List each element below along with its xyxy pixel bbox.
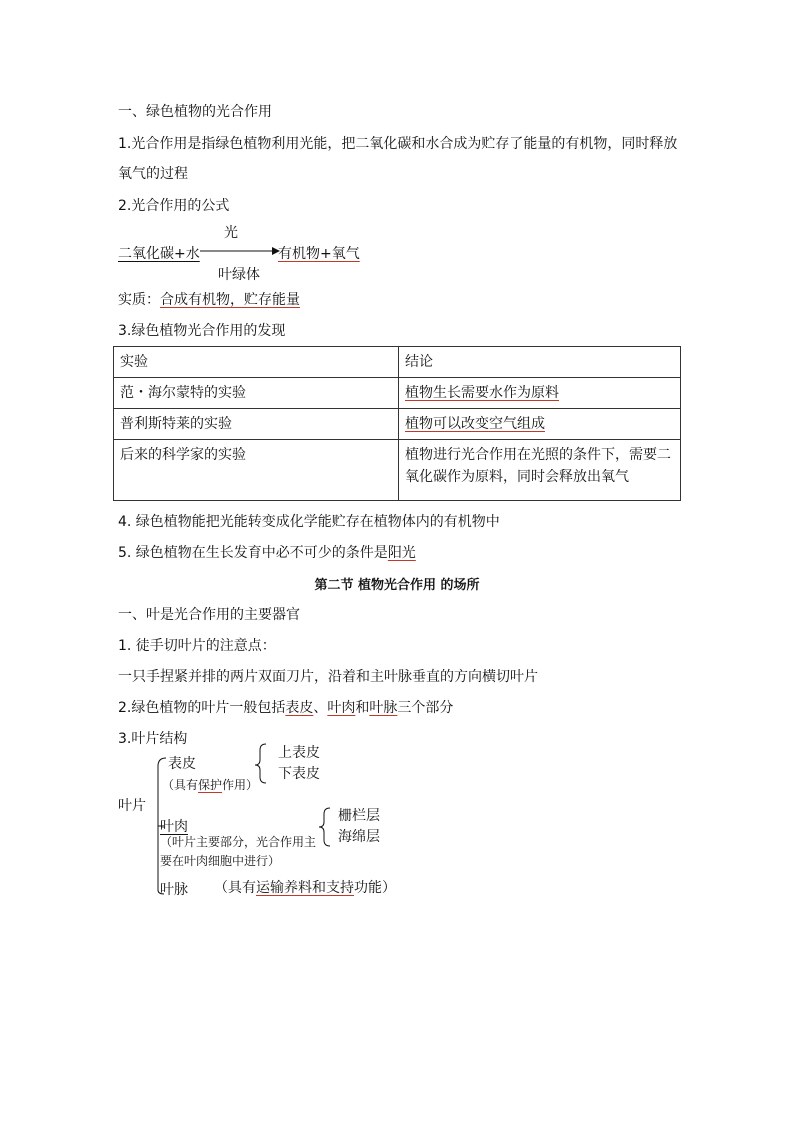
section2-p1-title: 1. 徒手切叶片的注意点： xyxy=(118,638,276,654)
table-cell: 植物进行光合作用在光照的条件下，需要二氧化碳作为原料，同时会释放出氧气 xyxy=(399,440,681,501)
formula-condition-below: 叶绿体 xyxy=(218,267,260,283)
formula-reactants: 二氧化碳+水 xyxy=(118,246,200,262)
tree-vein: 叶脉 xyxy=(160,882,188,898)
tree-spongy: 海绵层 xyxy=(338,829,380,845)
note-text: （具有 xyxy=(162,778,199,792)
tree-epidermis-note xyxy=(162,775,258,795)
paragraph-5-key: 阳光 xyxy=(387,545,416,561)
note-keyword: 保护 xyxy=(198,778,223,792)
table-cell: 后来的科学家的实验 xyxy=(114,440,399,501)
tree-mesophyll: 叶肉 xyxy=(160,819,188,835)
section2-p1-body: 一只手捏紧并排的两片双面刀片，沿着和主叶脉垂直的方向横切叶片 xyxy=(118,669,538,685)
p2-keyword: 叶肉 xyxy=(327,700,356,716)
note-text: 功能） xyxy=(354,880,396,896)
conclusion-text: 植物可以改变空气组成 xyxy=(405,416,545,432)
p2-text: 三个部分 xyxy=(397,700,454,716)
table-header-cell: 结论 xyxy=(399,347,681,378)
paragraph-2-title: 2.光合作用的公式 xyxy=(118,198,230,214)
p2-keyword: 表皮 xyxy=(285,700,314,716)
note-keyword: 运输养料和支持 xyxy=(256,880,354,896)
tree-mesophyll-note-2: 要在叶肉细胞中进行） xyxy=(160,854,281,868)
p2-text: 、 xyxy=(313,700,328,716)
table-cell: 范・海尔蒙特的实验 xyxy=(114,378,399,409)
conclusion-text: 植物生长需要水作为原料 xyxy=(405,385,559,401)
p2-text: 和 xyxy=(355,700,370,716)
paragraph-3-title: 3.绿色植物光合作用的发现 xyxy=(118,323,286,339)
paragraph-5-text: 5. 绿色植物在生长发育中必不可少的条件是 xyxy=(118,545,388,561)
note-text: 作用） xyxy=(222,778,259,792)
section1-title: 一、绿色植物的光合作用 xyxy=(118,104,272,120)
formula-products: 有机物+氧气 xyxy=(278,246,360,262)
note-text: （具有 xyxy=(214,880,256,896)
paragraph-4: 4. 绿色植物能把光能转变成化学能贮存在植物体内的有机物中 xyxy=(118,514,500,530)
p2-text: 2.绿色植物的叶片一般包括 xyxy=(118,700,286,716)
tree-lower-epidermis: 下表皮 xyxy=(278,766,320,782)
section2-subtitle: 一、叶是光合作用的主要器官 xyxy=(118,607,300,623)
tree-mesophyll-note-1: （叶片主要部分，光合作用主 xyxy=(160,835,317,849)
tree-vein-note xyxy=(214,878,396,898)
table-header-cell: 实验 xyxy=(114,347,399,378)
essence-label: 实质： xyxy=(118,292,160,308)
paragraph-1-line-1: 1.光合作用是指绿色植物利用光能，把二氧化碳和水合成为贮存了能量的有机物，同时释放 xyxy=(118,136,678,152)
section2-p3-title: 3.叶片结构 xyxy=(118,731,188,747)
formula-condition-above: 光 xyxy=(224,225,238,241)
paragraph-1-line-2: 氧气的过程 xyxy=(118,166,188,182)
tree-root: 叶片 xyxy=(118,798,146,814)
table-cell: 普利斯特莱的实验 xyxy=(114,409,399,440)
section2-heading: 第二节 植物光合作用 的场所 xyxy=(314,578,480,593)
essence-value: 合成有机物，贮存能量 xyxy=(160,292,300,308)
tree-palisade: 栅栏层 xyxy=(338,808,380,824)
tree-epidermis: 表皮 xyxy=(168,756,196,772)
p2-keyword: 叶脉 xyxy=(369,700,398,716)
tree-upper-epidermis: 上表皮 xyxy=(278,745,320,761)
